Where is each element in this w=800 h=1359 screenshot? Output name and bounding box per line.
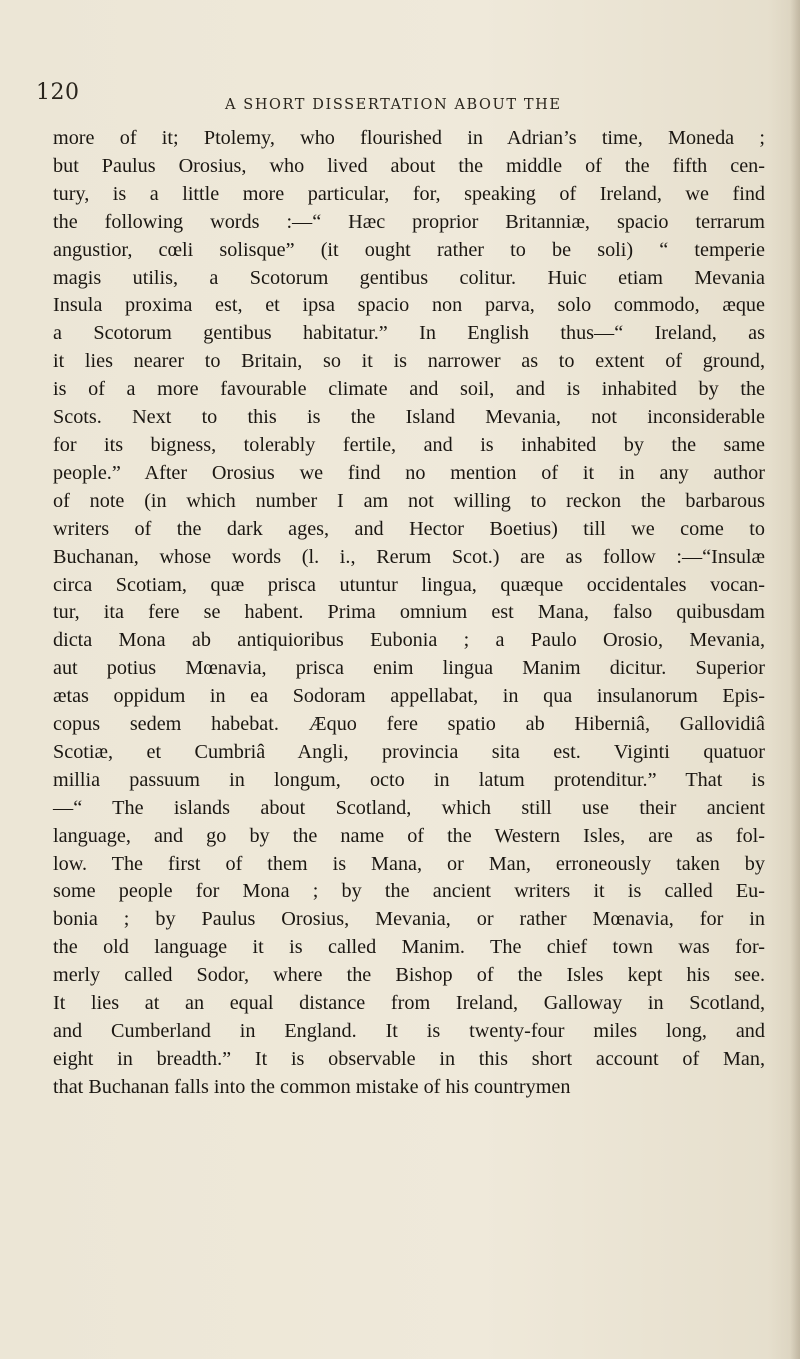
text-line: some people for Mona ; by the ancient writers it is called Eu-: [53, 880, 765, 903]
text-line: bonia ; by Paulus Orosius, Mevania, or rather Mœnavia, for in: [53, 908, 765, 931]
text-line: Insula proxima est, et ipsa spacio non parva, solo commodo, æque: [53, 294, 765, 317]
text-line: more of it; Ptolemy, who flourished in Adrian’s time, Moneda ;: [53, 127, 765, 149]
text-line: tur, ita fere se habent. Prima omnium est Mana, falso quibusdam: [53, 601, 765, 624]
text-line: angustior, cœli solisque” (it ought rather to be soli) “ temperie: [53, 238, 765, 261]
text-line: for its bigness, tolerably fertile, and is inhabited by the same: [53, 433, 765, 456]
text-line: Scots. Next to this is the Island Mevania, not inconsiderable: [53, 406, 765, 429]
text-line: low. The first of them is Mana, or Man, erroneously taken by: [53, 852, 765, 875]
text-line: the old language it is called Manim. The chief town was for-: [53, 936, 765, 959]
text-line: it lies nearer to Britain, so it is narrower as to extent of ground,: [53, 350, 765, 373]
text-line: a Scotorum gentibus habitatur.” In English thus—“ Ireland, as: [53, 322, 765, 345]
text-line: language, and go by the name of the Western Isles, are as fol-: [53, 824, 765, 847]
text-line: is of a more favourable climate and soil, and is inhabited by the: [53, 378, 765, 401]
text-line: copus sedem habebat. Æquo fere spatio ab Hiberniâ, Gallovidiâ: [53, 713, 765, 736]
text-line: writers of the dark ages, and Hector Boetius) till we come to: [53, 517, 765, 540]
text-line: tury, is a little more particular, for, speaking of Ireland, we find: [53, 182, 765, 205]
text-line: people.” After Orosius we find no mention of it in any author: [53, 461, 765, 484]
text-line: dicta Mona ab antiquioribus Eubonia ; a Paulo Orosio, Mevania,: [53, 629, 765, 652]
text-line: eight in breadth.” It is observable in this short account of Man,: [53, 1047, 765, 1070]
text-line: It lies at an equal distance from Ireland, Galloway in Scotland,: [53, 992, 765, 1015]
text-line: Buchanan, whose words (l. i., Rerum Scot.) are as follow :—“Insulæ: [53, 545, 765, 568]
text-line: —“ The islands about Scotland, which still use their ancient: [53, 796, 765, 819]
text-line: aut potius Mœnavia, prisca enim lingua Manim dicitur. Superior: [53, 657, 765, 680]
text-line: circa Scotiam, quæ prisca utuntur lingua, quæque occidentales vocan-: [53, 573, 765, 596]
text-line: of note (in which number I am not willing to reckon the barbarous: [53, 489, 765, 512]
text-line: Scotiæ, et Cumbriâ Angli, provincia sita est. Viginti quatuor: [53, 740, 765, 763]
body-text: [53, 125, 765, 1102]
text-line: and Cumberland in England. It is twenty-four miles long, and: [53, 1020, 765, 1042]
text-line: ætas oppidum in ea Sodoram appellabat, in qua insulanorum Epis-: [53, 685, 765, 708]
text-line: millia passuum in longum, octo in latum protenditur.” That is: [53, 768, 765, 791]
text-line: the following words :—“ Hæc proprior Britanniæ, spacio terrarum: [53, 210, 765, 233]
text-line: that Buchanan falls into the common mistake of his countrymen: [53, 1075, 571, 1098]
page-edge-shadow: [790, 0, 800, 1359]
text-line: merly called Sodor, where the Bishop of the Isles kept his see.: [53, 964, 765, 987]
text-line: but Paulus Orosius, who lived about the middle of the fifth cen-: [53, 154, 765, 177]
page-number: 120: [36, 80, 80, 105]
running-head: A SHORT DISSERTATION ABOUT THE: [225, 97, 562, 113]
text-line: magis utilis, a Scotorum gentibus colitur. Huic etiam Mevania: [53, 266, 765, 289]
